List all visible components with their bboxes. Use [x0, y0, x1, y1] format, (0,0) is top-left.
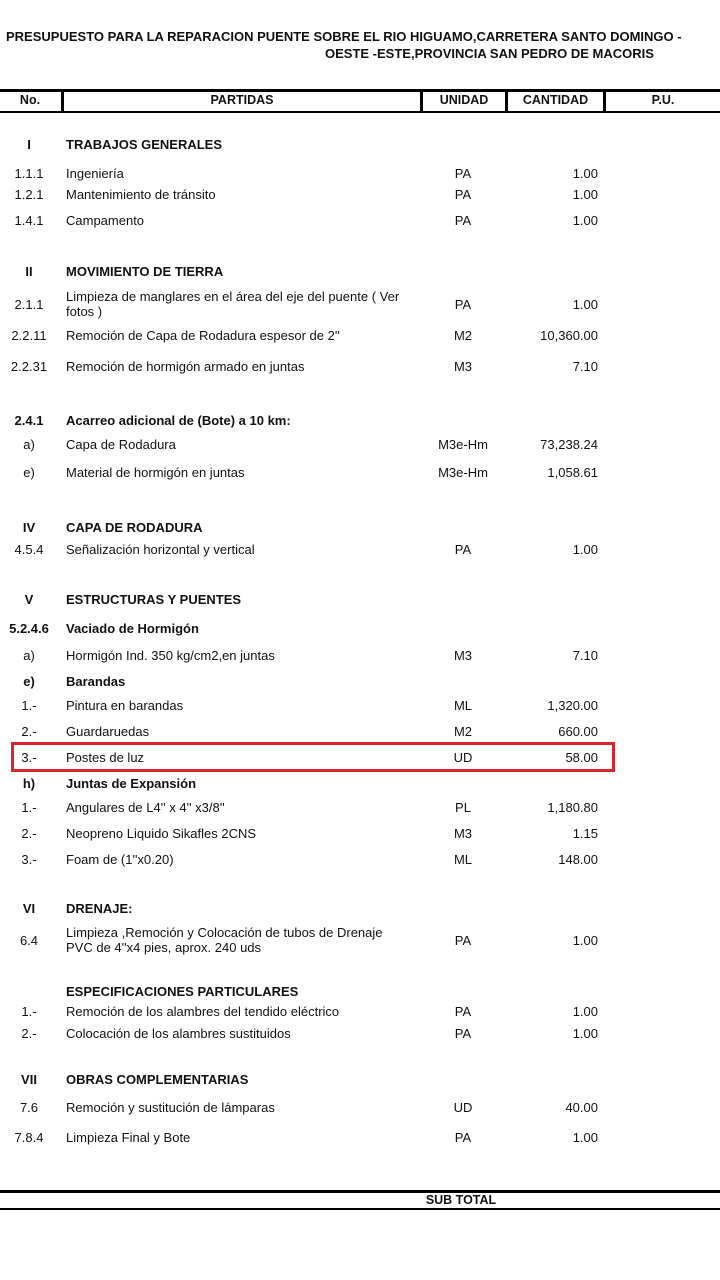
item-number: 6.4	[19, 933, 39, 948]
item-number: 1.-	[21, 1004, 37, 1019]
subtotal-label: SUB TOTAL	[425, 1193, 497, 1207]
item-number: VII	[21, 1072, 37, 1087]
item-unit: M2	[453, 328, 473, 343]
item-unit: PA	[454, 1026, 472, 1041]
item-number: a)	[23, 437, 35, 452]
item-number: 1.-	[21, 800, 37, 815]
item-number: 2.1.1	[14, 297, 44, 312]
item-quantity: 73,238.24	[540, 437, 598, 452]
item-description: Limpieza ,Remoción y Colocación de tubos de Drenaje PVC de 4''x4 pies, aprox. 240 uds	[66, 925, 383, 955]
item-number: e)	[23, 465, 35, 480]
item-quantity: 1,320.00	[547, 698, 598, 713]
item-quantity: 1.00	[572, 542, 598, 557]
item-description: Juntas de Expansión	[66, 776, 197, 791]
item-description: Remoción de hormigón armado en juntas	[66, 359, 305, 374]
item-description: Foam de (1''x0.20)	[66, 852, 174, 867]
item-description: Limpieza de manglares en el área del eje del puente ( Ver fotos )	[66, 289, 400, 319]
column-header-cantidad: CANTIDAD	[522, 93, 589, 107]
item-unit: PA	[454, 166, 472, 181]
item-unit: M3e-Hm	[438, 437, 488, 452]
header-top-rule	[0, 89, 720, 92]
item-description: Limpieza Final y Bote	[66, 1130, 191, 1145]
item-number: 2.-	[21, 1026, 37, 1041]
highlight-box	[11, 742, 615, 772]
item-number: I	[27, 137, 31, 152]
item-quantity: 7.10	[572, 359, 598, 374]
item-description: Acarreo adicional de (Bote) a 10 km:	[66, 413, 291, 428]
item-unit: UD	[453, 1100, 473, 1115]
item-number: 2.-	[21, 724, 37, 739]
item-description: MOVIMIENTO DE TIERRA	[66, 264, 224, 279]
item-number: IV	[22, 520, 36, 535]
item-unit: PA	[454, 297, 472, 312]
item-description: TRABAJOS GENERALES	[66, 137, 223, 152]
item-description: Material de hormigón en juntas	[66, 465, 245, 480]
item-number: 2.2.11	[11, 328, 47, 343]
item-quantity: 1.00	[572, 297, 598, 312]
item-quantity: 40.00	[565, 1100, 598, 1115]
item-number: 1.-	[21, 698, 37, 713]
item-description: Remoción de los alambres del tendido eléctrico	[66, 1004, 340, 1019]
column-header-partidas: PARTIDAS	[210, 93, 274, 107]
item-unit: M3e-Hm	[438, 465, 488, 480]
item-unit: ML	[453, 852, 473, 867]
item-number: V	[24, 592, 34, 607]
item-number: a)	[23, 648, 35, 663]
item-quantity: 7.10	[572, 648, 598, 663]
item-number: 3.-	[21, 852, 37, 867]
item-quantity: 1.00	[572, 187, 598, 202]
item-quantity: 1.00	[572, 213, 598, 228]
item-unit: PA	[454, 542, 472, 557]
item-unit: PA	[454, 1004, 472, 1019]
item-number: e)	[23, 674, 35, 689]
item-quantity: 10,360.00	[540, 328, 598, 343]
item-quantity: 148.00	[558, 852, 598, 867]
item-description: Pintura en barandas	[66, 698, 184, 713]
column-header-no: No.	[19, 93, 41, 107]
item-description: Campamento	[66, 213, 145, 228]
header-bottom-rule	[0, 111, 720, 113]
item-unit: PL	[455, 800, 471, 815]
item-unit: PA	[454, 187, 472, 202]
item-description: Ingeniería	[66, 166, 124, 181]
item-quantity: 1.00	[572, 1026, 598, 1041]
item-number: 7.8.4	[14, 1130, 44, 1145]
item-unit: PA	[454, 1130, 472, 1145]
item-quantity: 1.00	[572, 933, 598, 948]
item-unit: M3	[453, 648, 473, 663]
item-quantity: 1.15	[572, 826, 598, 841]
item-description: Guardaruedas	[66, 724, 150, 739]
item-unit: PA	[454, 933, 472, 948]
document-title-line-1: PRESUPUESTO PARA LA REPARACION PUENTE SOBRE EL RIO HIGUAMO,CARRETERA SANTO DOMINGO -	[6, 29, 682, 44]
item-description: Mantenimiento de tránsito	[66, 187, 216, 202]
item-description: Postes de luz	[66, 750, 145, 765]
item-description: Barandas	[66, 674, 126, 689]
item-description: Remoción y sustitución de lámparas	[66, 1100, 275, 1115]
item-quantity: 1.00	[572, 166, 598, 181]
item-quantity: 1,180.80	[547, 800, 598, 815]
item-number: 2.2.31	[10, 359, 48, 374]
item-description: OBRAS COMPLEMENTARIAS	[66, 1072, 249, 1087]
item-unit: M3	[453, 826, 473, 841]
item-quantity: 58.00	[565, 750, 598, 765]
subtotal-bottom-rule	[0, 1208, 720, 1210]
item-number: 2.-	[21, 826, 37, 841]
item-description: Colocación de los alambres sustituidos	[66, 1026, 291, 1041]
item-number: 3.-	[21, 750, 37, 765]
item-description: ESTRUCTURAS Y PUENTES	[66, 592, 242, 607]
item-description: Señalización horizontal y vertical	[66, 542, 255, 557]
column-header-unidad: UNIDAD	[439, 93, 489, 107]
item-number: 4.5.4	[14, 542, 44, 557]
item-number: VI	[22, 901, 36, 916]
item-description: CAPA DE RODADURA	[66, 520, 203, 535]
item-unit: M2	[453, 724, 473, 739]
item-quantity: 1.00	[572, 1004, 598, 1019]
column-header-pu: P.U.	[651, 93, 675, 107]
item-quantity: 1,058.61	[547, 465, 598, 480]
item-number: h)	[22, 776, 36, 791]
item-description: Angulares de L4'' x 4'' x3/8''	[66, 800, 225, 815]
item-number: II	[25, 264, 33, 279]
item-description: ESPECIFICACIONES PARTICULARES	[66, 984, 299, 999]
item-description: Neopreno Liquido Sikafles 2CNS	[66, 826, 257, 841]
item-description: Remoción de Capa de Rodadura espesor de 2''	[66, 328, 340, 343]
item-number: 1.1.1	[14, 166, 44, 181]
item-number: 1.4.1	[14, 213, 44, 228]
item-unit: ML	[453, 698, 473, 713]
item-quantity: 1.00	[572, 1130, 598, 1145]
item-unit: UD	[453, 750, 473, 765]
item-description: Hormigón Ind. 350 kg/cm2,en juntas	[66, 648, 275, 663]
item-unit: M3	[453, 359, 473, 374]
item-number: 1.2.1	[14, 187, 44, 202]
item-quantity: 660.00	[558, 724, 598, 739]
item-number: 5.2.4.6	[9, 621, 49, 636]
item-description: Capa de Rodadura	[66, 437, 176, 452]
item-number: 7.6	[19, 1100, 39, 1115]
document-title-line-2: OESTE -ESTE,PROVINCIA SAN PEDRO DE MACORIS	[325, 46, 654, 61]
item-number: 2.4.1	[14, 413, 44, 428]
item-description: DRENAJE:	[66, 901, 133, 916]
item-unit: PA	[454, 213, 472, 228]
item-description: Vaciado de Hormigón	[66, 621, 199, 636]
